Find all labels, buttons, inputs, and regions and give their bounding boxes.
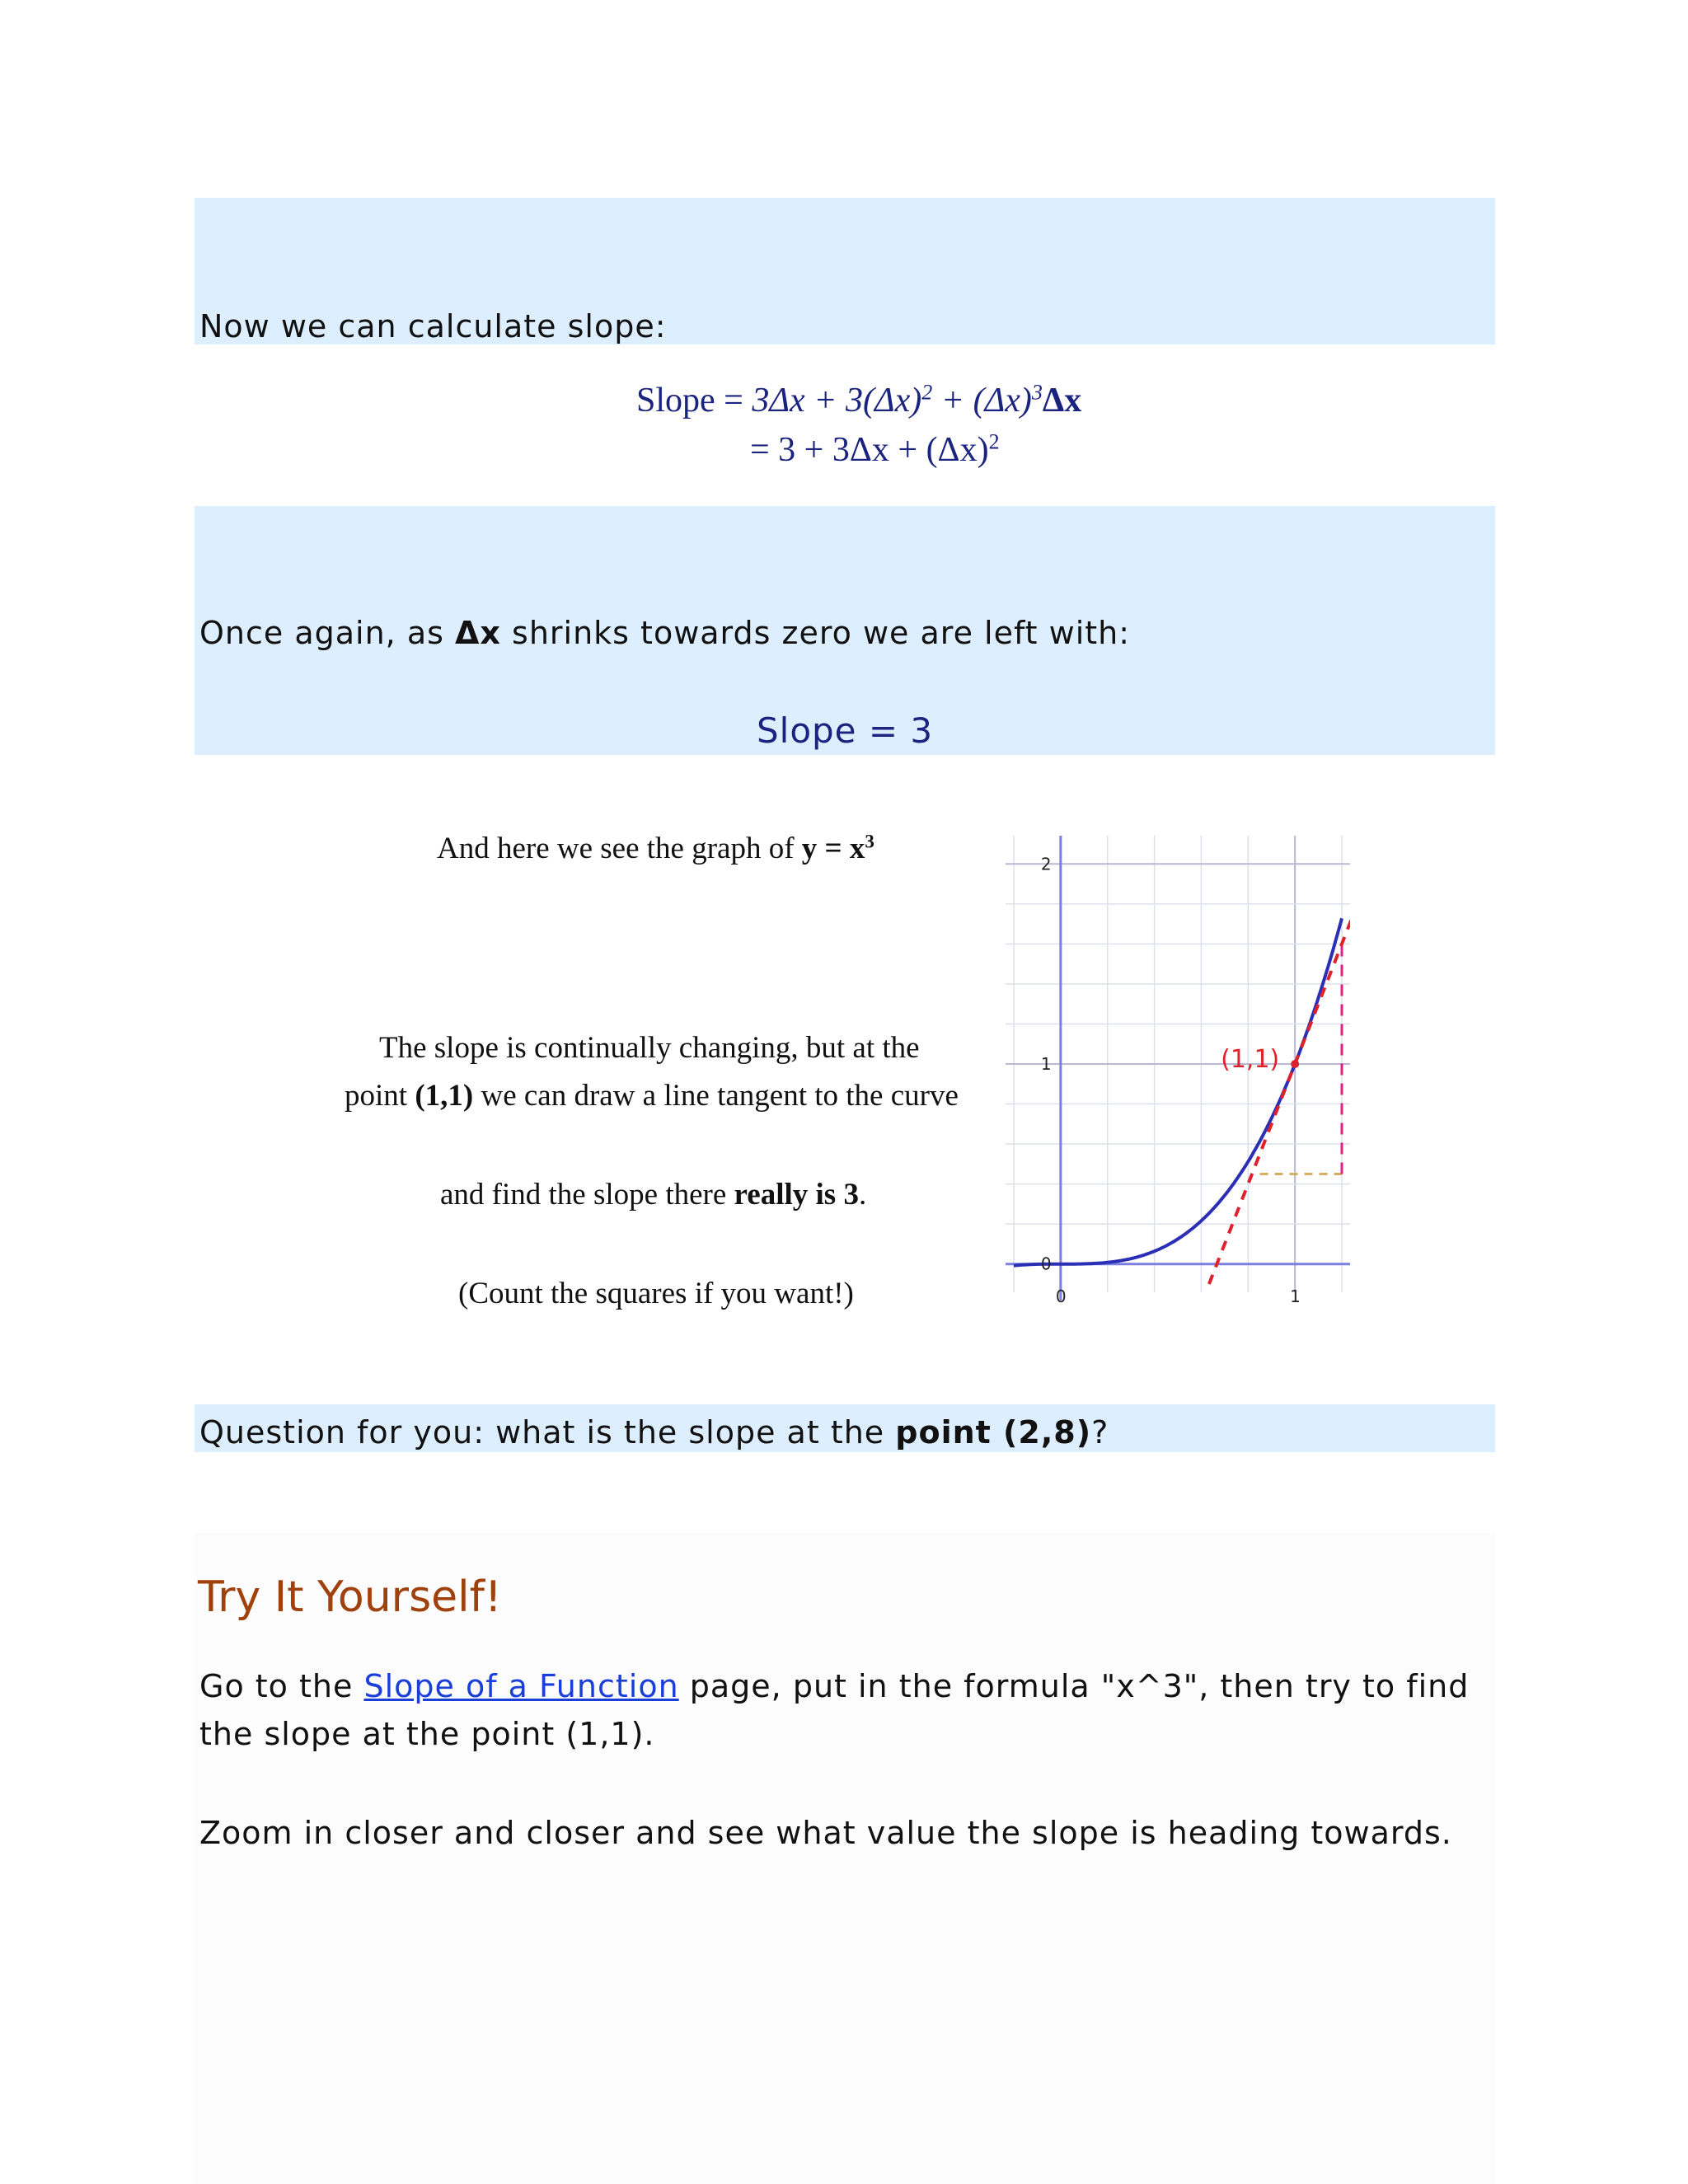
x-tick-label: 1 [1290,1286,1301,1306]
eq2-exp: 2 [988,429,1000,454]
eq2-term: = 3 + 3Δx + (Δx) [750,431,989,469]
once-again-text [199,615,1130,651]
eq-term-b: + (Δx) [932,382,1032,419]
question-post: ? [1091,1414,1109,1451]
intro-text: Now we can calculate slope: [199,308,667,344]
graph-caption-formula: y = x [801,832,865,865]
delta-x-bold: Δx [455,615,501,651]
question-bold: point (2,8) [895,1414,1092,1451]
footer-area [195,1533,1495,2184]
once-again-after: shrinks towards zero we are left with: [500,615,1131,651]
tangent-point [1291,1060,1299,1068]
point-bold: (1,1) [415,1079,474,1113]
eq-exp-b: 3 [1031,380,1043,405]
once-again-before: Once again, as [199,615,456,651]
find-slope-pre: and find the slope there [440,1178,734,1212]
slope-label: Slope = [636,382,743,419]
point-label: (1,1) [1221,1045,1280,1074]
slope-of-function-link[interactable]: Slope of a Function [363,1668,679,1704]
try-it-pre: Go to the [199,1668,364,1704]
find-slope-bold: really is 3 [734,1178,859,1212]
try-it-heading: Try It Yourself! [198,1572,502,1622]
graph-caption-pre: And here we see the graph of [437,832,802,865]
question-text [199,1414,1109,1451]
slope-changing-line1: The slope is continually changing, but at the [379,1031,920,1065]
point-post: we can draw a line tangent to the curve [473,1079,959,1113]
zoom-in-text: Zoom in closer and closer and see what value the slope is heading towards. [199,1815,1452,1851]
y-tick-label: 1 [1040,1054,1052,1074]
eq-term-a: 3Δx + 3(Δx) [752,382,922,419]
y-tick-label: 0 [1040,1254,1052,1274]
try-it-paragraph-line2: the slope at the point (1,1). [199,1716,655,1752]
find-slope-post: . [858,1178,867,1212]
x-tick-label: 0 [1055,1286,1067,1306]
graph-caption-exp: 3 [865,831,874,852]
find-slope-text [440,1177,866,1212]
eq-exp-a: 2 [921,380,933,405]
count-squares-text: (Count the squares if you want!) [458,1277,854,1310]
slope-equation-line2 [750,430,1000,470]
eq-delta-x: Δx [1042,382,1082,419]
y-tick-label: 2 [1040,854,1052,874]
try-it-post: page, put in the formula "x^3", then try to find [678,1668,1470,1704]
slope-changing-line2 [345,1078,959,1113]
point-pre: point [345,1079,415,1113]
try-it-paragraph-line1 [199,1668,1469,1704]
slope-result: Slope = 3 [757,710,934,751]
cubic-graph [1006,836,1350,1309]
question-pre: Question for you: what is the slope at the [199,1414,896,1451]
slope-equation-line1 [636,381,1081,420]
graph-caption [437,831,874,866]
